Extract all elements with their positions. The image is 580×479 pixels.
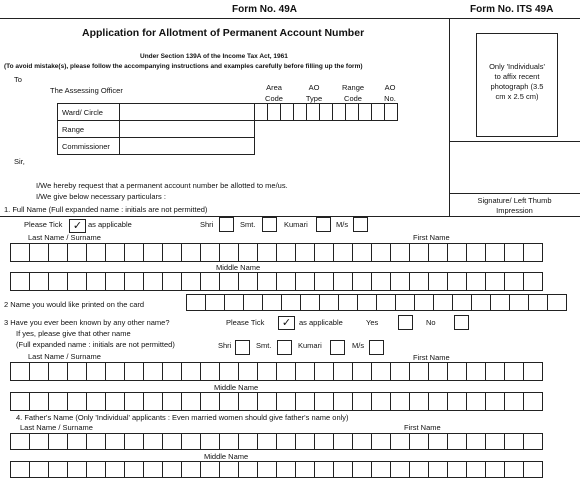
char-box[interactable] [466, 461, 486, 478]
char-box[interactable] [485, 392, 505, 411]
char-box[interactable] [333, 272, 353, 291]
char-box[interactable] [257, 461, 277, 478]
q1-label: 1. Full Name (Full expanded name : initials are not permitted) [4, 205, 208, 214]
char-box[interactable] [390, 392, 410, 411]
ao-number-header: AO No. [384, 83, 396, 103]
char-box[interactable] [523, 433, 543, 450]
title-ms-label: M/s [336, 220, 349, 229]
q4-first-name-label: First Name [404, 423, 441, 432]
q3-yes-checkbox[interactable] [398, 315, 413, 330]
char-box[interactable] [10, 362, 30, 381]
q3-no-checkbox[interactable] [454, 315, 469, 330]
assessing-officer-label: The Assessing Officer [50, 86, 123, 95]
char-box[interactable] [295, 272, 315, 291]
char-box[interactable] [86, 272, 106, 291]
char-box[interactable] [105, 461, 125, 478]
char-box[interactable] [238, 243, 258, 262]
char-box[interactable] [447, 392, 467, 411]
char-box[interactable] [433, 294, 453, 311]
char-box[interactable] [428, 272, 448, 291]
char-box[interactable] [48, 461, 68, 478]
char-box[interactable] [504, 243, 524, 262]
commissioner-field[interactable] [120, 138, 255, 155]
char-box[interactable] [466, 362, 486, 381]
q3-shri-checkbox[interactable] [235, 340, 250, 355]
char-box[interactable] [86, 461, 106, 478]
code-cell[interactable] [320, 104, 333, 121]
char-box[interactable] [409, 392, 429, 411]
char-box[interactable] [143, 392, 163, 411]
char-box[interactable] [371, 272, 391, 291]
char-box[interactable] [314, 362, 334, 381]
char-box[interactable] [447, 362, 467, 381]
q3-name-row-2 [10, 392, 542, 411]
q1-name-row-2 [10, 272, 542, 291]
q3-full-expanded-label: (Full expanded name : initials are not permitted) [16, 340, 175, 349]
char-box[interactable] [409, 362, 429, 381]
char-box[interactable] [333, 461, 353, 478]
char-box[interactable] [390, 461, 410, 478]
q3-last-name-label: Last Name / Surname [28, 352, 101, 361]
q4-name-row-1 [10, 433, 542, 450]
char-box[interactable] [67, 362, 87, 381]
char-box[interactable] [67, 272, 87, 291]
char-box[interactable] [143, 243, 163, 262]
char-box[interactable] [29, 243, 49, 262]
char-box[interactable] [471, 294, 491, 311]
salutation: Sir, [14, 157, 25, 166]
char-box[interactable] [390, 362, 410, 381]
char-box[interactable] [181, 243, 201, 262]
signature-text-2: Impression [496, 206, 533, 215]
char-box[interactable] [352, 362, 372, 381]
char-box[interactable] [371, 392, 391, 411]
char-box[interactable] [523, 272, 543, 291]
char-box[interactable] [238, 461, 258, 478]
q3-ms-label: M/s [352, 341, 365, 350]
char-box[interactable] [29, 272, 49, 291]
q2-label: 2 Name you would like printed on the card [4, 300, 145, 309]
char-box[interactable] [238, 362, 258, 381]
code-cell[interactable] [372, 104, 385, 121]
title-shri-label: Shri [200, 220, 214, 229]
title-smt-checkbox[interactable] [262, 217, 277, 232]
char-box[interactable] [414, 294, 434, 311]
char-box[interactable] [428, 433, 448, 450]
char-box[interactable] [333, 392, 353, 411]
code-cell[interactable] [268, 104, 281, 121]
title-smt-label: Smt. [240, 220, 256, 229]
char-box[interactable] [86, 392, 106, 411]
tick-example: ✓ [69, 219, 86, 233]
char-box[interactable] [314, 392, 334, 411]
char-box[interactable] [224, 294, 244, 311]
q3-if-yes-label: If yes, please give that other name [16, 329, 131, 338]
char-box[interactable] [376, 294, 396, 311]
char-box[interactable] [485, 243, 505, 262]
signature-label [449, 196, 580, 216]
photo-text-4: cm x 2.5 cm) [495, 92, 539, 101]
char-box[interactable] [333, 362, 353, 381]
char-box[interactable] [67, 243, 87, 262]
char-box[interactable] [485, 461, 505, 478]
ao-type-header: AO Type [305, 83, 323, 103]
char-box[interactable] [219, 362, 239, 381]
char-box[interactable] [200, 461, 220, 478]
char-box[interactable] [466, 243, 486, 262]
char-box[interactable] [10, 243, 30, 262]
char-box[interactable] [124, 461, 144, 478]
char-box[interactable] [352, 272, 372, 291]
char-box[interactable] [48, 392, 68, 411]
char-box[interactable] [490, 294, 510, 311]
photo-text-3: photograph (3.5 [490, 82, 544, 91]
char-box[interactable] [295, 433, 315, 450]
char-box[interactable] [257, 272, 277, 291]
char-box[interactable] [219, 433, 239, 450]
char-box[interactable] [162, 461, 182, 478]
char-box[interactable] [162, 272, 182, 291]
char-box[interactable] [181, 433, 201, 450]
char-box[interactable] [10, 433, 30, 450]
char-box[interactable] [352, 433, 372, 450]
char-box[interactable] [181, 392, 201, 411]
instruction-note: (To avoid mistake(s), please follow the accompanying instructions and examples carefully before filling up the form) [4, 63, 363, 70]
char-box[interactable] [352, 392, 372, 411]
char-box[interactable] [314, 461, 334, 478]
char-box[interactable] [485, 362, 505, 381]
code-cell[interactable] [281, 104, 294, 121]
char-box[interactable] [219, 243, 239, 262]
char-box[interactable] [314, 243, 334, 262]
q3-no-label: No [426, 318, 436, 327]
char-box[interactable] [67, 433, 87, 450]
char-box[interactable] [200, 433, 220, 450]
ward-circle-field[interactable] [120, 104, 255, 121]
char-box[interactable] [257, 243, 277, 262]
char-box[interactable] [86, 433, 106, 450]
section-reference: Under Section 139A of the Income Tax Act, 1961 [140, 53, 288, 60]
char-box[interactable] [10, 392, 30, 411]
char-box[interactable] [124, 392, 144, 411]
char-box[interactable] [466, 433, 486, 450]
char-box[interactable] [395, 294, 415, 311]
as-applicable-label: as applicable [88, 220, 132, 229]
q3-name-row-1 [10, 362, 542, 381]
char-box[interactable] [238, 433, 258, 450]
q3-smt-checkbox[interactable] [277, 340, 292, 355]
range-field[interactable] [120, 121, 255, 138]
q3-middle-name-label: Middle Name [214, 383, 259, 392]
code-cell[interactable] [333, 104, 346, 121]
char-box[interactable] [124, 243, 144, 262]
char-box[interactable] [276, 272, 296, 291]
char-box[interactable] [295, 392, 315, 411]
char-box[interactable] [528, 294, 548, 311]
ao-row-commissioner [58, 138, 398, 155]
ao-row-range [58, 121, 398, 138]
char-box[interactable] [447, 433, 467, 450]
signature-text-1: Signature/ Left Thumb [477, 196, 552, 205]
char-box[interactable] [276, 433, 296, 450]
char-box[interactable] [105, 243, 125, 262]
char-box[interactable] [504, 362, 524, 381]
char-box[interactable] [295, 461, 315, 478]
to-label: To [14, 75, 22, 84]
char-box[interactable] [48, 433, 68, 450]
char-box[interactable] [238, 272, 258, 291]
char-box[interactable] [390, 433, 410, 450]
q3-tick-example: ✓ [278, 316, 295, 330]
char-box[interactable] [105, 272, 125, 291]
photo-divider [449, 141, 580, 142]
title-kumari-checkbox[interactable] [316, 217, 331, 232]
request-line-1: I/We hereby request that a permanent account number be allotted to me/us. [36, 181, 288, 190]
middle-name-label: Middle Name [216, 263, 261, 272]
char-box[interactable] [466, 272, 486, 291]
char-box[interactable] [200, 392, 220, 411]
char-box[interactable] [143, 272, 163, 291]
char-box[interactable] [105, 392, 125, 411]
char-box[interactable] [485, 433, 505, 450]
q3-please-tick-label: Please Tick [226, 318, 265, 327]
char-box[interactable] [181, 362, 201, 381]
char-box[interactable] [409, 461, 429, 478]
photo-text-2: to affix recent [494, 72, 540, 81]
form-title: Application for Allotment of Permanent Account Number [82, 27, 365, 39]
char-box[interactable] [409, 272, 429, 291]
q4-middle-name-label: Middle Name [204, 452, 249, 461]
form-its-number: Form No. ITS 49A [470, 4, 554, 15]
char-box[interactable] [509, 294, 529, 311]
title-shri-checkbox[interactable] [219, 217, 234, 232]
code-cell[interactable] [307, 104, 320, 121]
code-cell[interactable] [385, 104, 398, 121]
ao-table [57, 103, 398, 155]
char-box[interactable] [371, 243, 391, 262]
char-box[interactable] [281, 294, 301, 311]
char-box[interactable] [10, 461, 30, 478]
char-box[interactable] [447, 461, 467, 478]
char-box[interactable] [319, 294, 339, 311]
char-box[interactable] [523, 243, 543, 262]
char-box[interactable] [200, 362, 220, 381]
char-box[interactable] [162, 362, 182, 381]
char-box[interactable] [162, 433, 182, 450]
char-box[interactable] [105, 433, 125, 450]
char-box[interactable] [205, 294, 225, 311]
q3-smt-label: Smt. [256, 341, 272, 350]
ao-row-label: Range [58, 121, 120, 138]
char-box[interactable] [124, 433, 144, 450]
char-box[interactable] [547, 294, 567, 311]
char-box[interactable] [390, 243, 410, 262]
char-box[interactable] [314, 433, 334, 450]
char-box[interactable] [409, 433, 429, 450]
q2-card-name-row [186, 294, 566, 311]
char-box[interactable] [29, 461, 49, 478]
char-box[interactable] [371, 433, 391, 450]
char-box[interactable] [257, 433, 277, 450]
q4-last-name-label: Last Name / Surname [20, 423, 93, 432]
q3-kumari-checkbox[interactable] [330, 340, 345, 355]
char-box[interactable] [48, 243, 68, 262]
char-box[interactable] [238, 392, 258, 411]
char-box[interactable] [357, 294, 377, 311]
char-box[interactable] [452, 294, 472, 311]
section-rule [0, 216, 580, 217]
right-panel-border [449, 18, 450, 216]
q3-ms-checkbox[interactable] [369, 340, 384, 355]
char-box[interactable] [243, 294, 263, 311]
title-ms-checkbox[interactable] [353, 217, 368, 232]
char-box[interactable] [29, 433, 49, 450]
char-box[interactable] [162, 243, 182, 262]
q3-yes-label: Yes [366, 318, 379, 327]
char-box[interactable] [300, 294, 320, 311]
q4-label: 4. Father's Name (Only 'Individual' applicants : Even married women should give father's name only) [16, 413, 349, 422]
char-box[interactable] [219, 392, 239, 411]
char-box[interactable] [186, 294, 206, 311]
char-box[interactable] [48, 362, 68, 381]
char-box[interactable] [143, 461, 163, 478]
char-box[interactable] [523, 392, 543, 411]
char-box[interactable] [504, 272, 524, 291]
char-box[interactable] [29, 392, 49, 411]
char-box[interactable] [219, 272, 239, 291]
q1-name-row-1 [10, 243, 542, 262]
char-box[interactable] [124, 272, 144, 291]
char-box[interactable] [276, 392, 296, 411]
range-code-header: Range Code [341, 83, 365, 103]
char-box[interactable] [371, 362, 391, 381]
q3-kumari-label: Kumari [298, 341, 322, 350]
char-box[interactable] [466, 392, 486, 411]
char-box[interactable] [200, 243, 220, 262]
char-box[interactable] [200, 272, 220, 291]
char-box[interactable] [352, 243, 372, 262]
char-box[interactable] [504, 392, 524, 411]
code-cell[interactable] [294, 104, 307, 121]
char-box[interactable] [276, 243, 296, 262]
form-number: Form No. 49A [232, 4, 298, 15]
q3-shri-label: Shri [218, 341, 232, 350]
please-tick-label: Please Tick [24, 220, 63, 229]
char-box[interactable] [29, 362, 49, 381]
q3-as-applicable-label: as applicable [299, 318, 343, 327]
char-box[interactable] [276, 362, 296, 381]
char-box[interactable] [428, 362, 448, 381]
first-name-label: First Name [413, 233, 450, 242]
q3-label: 3 Have you ever been known by any other name? [4, 318, 170, 327]
header-rule [0, 18, 580, 19]
char-box[interactable] [333, 433, 353, 450]
char-box[interactable] [428, 243, 448, 262]
char-box[interactable] [504, 433, 524, 450]
char-box[interactable] [276, 461, 296, 478]
signature-divider [449, 193, 580, 194]
last-name-label: Last Name / Surname [28, 233, 101, 242]
char-box[interactable] [124, 362, 144, 381]
char-box[interactable] [428, 392, 448, 411]
char-box[interactable] [314, 272, 334, 291]
char-box[interactable] [338, 294, 358, 311]
code-cell[interactable] [346, 104, 359, 121]
char-box[interactable] [523, 461, 543, 478]
title-kumari-label: Kumari [284, 220, 308, 229]
char-box[interactable] [162, 392, 182, 411]
char-box[interactable] [295, 243, 315, 262]
char-box[interactable] [86, 243, 106, 262]
char-box[interactable] [504, 461, 524, 478]
photo-box[interactable] [476, 33, 558, 137]
char-box[interactable] [447, 243, 467, 262]
ao-row-ward [58, 104, 398, 121]
char-box[interactable] [86, 362, 106, 381]
q4-name-row-2 [10, 461, 542, 478]
ao-row-label: Ward/ Circle [58, 104, 120, 121]
char-box[interactable] [485, 272, 505, 291]
char-box[interactable] [219, 461, 239, 478]
code-cell[interactable] [359, 104, 372, 121]
char-box[interactable] [428, 461, 448, 478]
request-line-2: I/We give below necessary particulars : [36, 192, 166, 201]
char-box[interactable] [67, 392, 87, 411]
char-box[interactable] [523, 362, 543, 381]
char-box[interactable] [333, 243, 353, 262]
code-cell[interactable] [255, 104, 268, 121]
char-box[interactable] [105, 362, 125, 381]
char-box[interactable] [143, 433, 163, 450]
q3-first-name-label: First Name [413, 353, 450, 362]
char-box[interactable] [257, 392, 277, 411]
ao-row-label: Commissioner [58, 138, 120, 155]
char-box[interactable] [181, 461, 201, 478]
char-box[interactable] [295, 362, 315, 381]
photo-text-1: Only 'Individuals' [489, 62, 545, 71]
char-box[interactable] [409, 243, 429, 262]
char-box[interactable] [262, 294, 282, 311]
char-box[interactable] [447, 272, 467, 291]
char-box[interactable] [257, 362, 277, 381]
area-code-header: Area Code [265, 83, 283, 103]
char-box[interactable] [67, 461, 87, 478]
char-box[interactable] [371, 461, 391, 478]
char-box[interactable] [10, 272, 30, 291]
char-box[interactable] [352, 461, 372, 478]
char-box[interactable] [48, 272, 68, 291]
char-box[interactable] [181, 272, 201, 291]
char-box[interactable] [390, 272, 410, 291]
char-box[interactable] [143, 362, 163, 381]
